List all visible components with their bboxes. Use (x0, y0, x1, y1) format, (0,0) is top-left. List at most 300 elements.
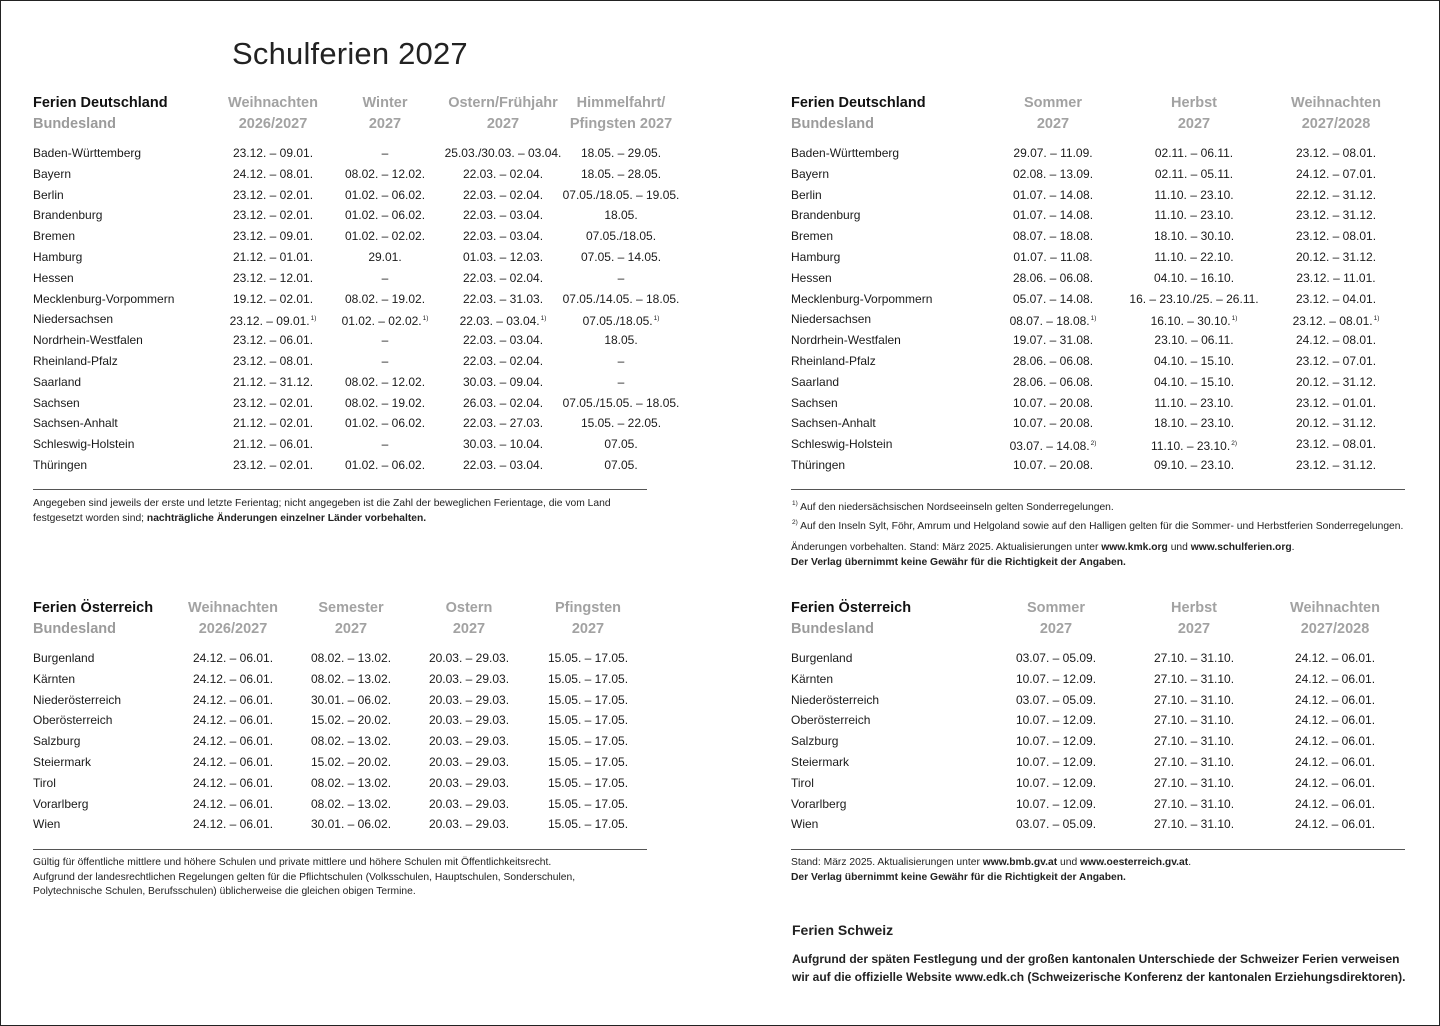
link-bmb[interactable]: www.bmb.gv.at (982, 857, 1058, 868)
page-title: Schulferien 2027 (232, 36, 468, 71)
holiday-dates: 20.03. – 29.03. (428, 651, 510, 665)
holiday-dates: 22.03. – 03.04. (462, 229, 544, 244)
header-state: Bundesland (33, 116, 116, 132)
holiday-dates: 30.01. – 06.02. (310, 817, 392, 832)
note-bold-text: nachträgliche Änderungen einzelner Länder vorbehalten. (146, 512, 427, 524)
holiday-dates: 07.05./15.05. – 18.05. (562, 395, 680, 410)
header-column: Winter 2027 (362, 95, 408, 132)
holiday-dates: 08.02. – 13.02. (310, 775, 392, 790)
state-name: Schleswig-Holstein (791, 437, 893, 452)
table-row (33, 289, 680, 310)
header-column: Weihnachten 2026/2027 (188, 600, 278, 637)
holiday-dates: 27.10. – 31.10. (1153, 775, 1235, 790)
holiday-dates: 07.05./14.05. – 18.05. (562, 291, 680, 306)
holiday-dates: 15.05. – 17.05. (547, 817, 629, 832)
table-row (33, 143, 662, 164)
table-row (791, 164, 1405, 185)
holiday-dates: 23.10. – 06.11. (1154, 333, 1234, 348)
holiday-dates: 24.12. – 06.01. (192, 713, 274, 728)
holiday-dates: 27.10. – 31.10. (1153, 817, 1235, 832)
holiday-dates: 18.05. – 28.05. (580, 166, 662, 181)
holiday-dates: 05.07. – 14.08. (1012, 291, 1094, 306)
state-name: Rheinland-Pfalz (791, 353, 876, 368)
holiday-dates: 09.10. – 23.10. (1153, 457, 1235, 472)
update-dot: . (1291, 542, 1295, 554)
holiday-dates: 28.06. – 06.08. (1012, 374, 1094, 389)
holiday-dates: 10.07. – 20.08. (1012, 416, 1094, 431)
table-row (791, 434, 1405, 455)
holiday-dates: 18.10. – 23.10. (1153, 416, 1235, 431)
table-row (33, 455, 647, 476)
holiday-dates: 02.08. – 13.09. (1012, 166, 1094, 181)
table-row (791, 773, 1405, 794)
holiday-dates: 24.12. – 06.01. (192, 775, 274, 790)
holiday-dates: 29.07. – 11.09. (1013, 146, 1093, 160)
header-region (33, 93, 168, 135)
holiday-dates: 23.12. – 12.01. (232, 270, 314, 285)
holiday-dates: 08.02. – 13.02. (310, 796, 392, 811)
holiday-dates: 07.05. (604, 457, 638, 472)
holiday-dates: 24.12. – 06.01. (1294, 796, 1376, 811)
holiday-dates: 11.10. – 23.10.$^{2)}$ (1151, 439, 1237, 454)
holiday-dates: 02.11. – 06.11. (1154, 146, 1234, 160)
holiday-dates: 24.12. – 06.01. (1294, 734, 1376, 749)
update-note (791, 856, 1405, 871)
holiday-dates: 20.03. – 29.03. (428, 817, 510, 832)
state-name: Vorarlberg (33, 796, 89, 811)
holiday-dates: 08.07. – 18.08.$^{1)}$ (1009, 314, 1097, 329)
holiday-dates: 03.07. – 05.09. (1015, 692, 1097, 707)
table-header (33, 93, 673, 143)
footnote-1: $^{1)}$ Auf den niedersächsischen Nordseeinseln gelten Sonderregelungen. (792, 500, 1114, 513)
state-name: Steiermark (791, 754, 850, 769)
state-name: Nordrhein-Westfalen (791, 333, 901, 348)
holiday-dates: 23.12. – 11.01. (1296, 270, 1376, 285)
state-name: Mecklenburg-Vorpommern (33, 291, 175, 306)
holiday-dates: 24.12. – 06.01. (1294, 775, 1376, 790)
holiday-dates: 01.02. – 02.02. (344, 229, 426, 244)
state-name: Niederösterreich (33, 692, 122, 707)
table-row (791, 247, 1405, 268)
holiday-dates: 18.10. – 30.10. (1153, 229, 1235, 244)
holiday-dates: 24.12. – 06.01. (1294, 817, 1376, 832)
state-name: Sachsen (33, 395, 80, 410)
holiday-dates: 15.05. – 17.05. (547, 796, 629, 811)
holiday-dates: 23.12. – 09.01.$^{1)}$ (229, 314, 317, 329)
holiday-dates: 27.10. – 31.10. (1153, 713, 1235, 728)
holiday-dates: 23.12. – 08.01. (1295, 229, 1377, 244)
holiday-dates: 23.12. – 02.01. (232, 208, 314, 223)
holiday-dates: 27.10. – 31.10. (1153, 692, 1235, 707)
update-and: und (1167, 542, 1191, 554)
header-column: Semester 2027 (318, 600, 384, 637)
state-name: Berlin (33, 187, 64, 202)
table-row (33, 814, 647, 835)
holiday-dates: 21.12. – 06.01. (232, 437, 314, 452)
holiday-dates: 20.03. – 29.03. (428, 692, 510, 707)
state-name: Rheinland-Pfalz (33, 353, 118, 368)
state-name: Tirol (791, 775, 814, 790)
state-name: Niedersachsen (33, 312, 114, 327)
state-name: Kärnten (33, 671, 76, 686)
state-name: Sachsen-Anhalt (791, 416, 876, 431)
state-name: Niedersachsen (791, 312, 872, 327)
table-row (33, 330, 647, 351)
header-column: Sommer 2027 (1026, 600, 1086, 637)
holiday-dates: 08.07. – 18.08. (1012, 229, 1094, 244)
holiday-dates: 07.05./18.05. – 19.05. (562, 187, 680, 202)
table-row (33, 648, 647, 669)
holiday-dates: 20.03. – 29.03. (428, 775, 510, 790)
holiday-dates: 24.12. – 06.01. (192, 754, 274, 769)
state-name: Bremen (791, 229, 834, 244)
holiday-dates: 08.02. – 12.02. (344, 374, 426, 389)
table-row (791, 268, 1405, 289)
header-column: Ostern/Frühjahr 2027 (448, 95, 558, 132)
holiday-dates: 23.12. – 31.12. (1295, 457, 1377, 472)
link-kmk[interactable]: www.kmk.org (1101, 542, 1168, 554)
header-country: Ferien Österreich (33, 600, 154, 616)
holiday-dates: 27.10. – 31.10. (1153, 796, 1235, 811)
state-name: Wien (791, 817, 819, 832)
holiday-dates: 23.12. – 06.01. (232, 333, 314, 348)
holiday-dates: 01.02. – 06.02. (344, 187, 426, 202)
holiday-dates: 24.12. – 06.01. (192, 796, 274, 811)
update-and: und (1057, 857, 1081, 868)
table-row (33, 226, 657, 247)
update-text: Änderungen vorbehalten. Stand: März 2025. Aktualisierungen unter (791, 542, 1102, 554)
note-text: Angegeben sind jeweils der erste und letzte Ferientag; nicht angegeben ist die Zahl der beweglichen Ferientage, die vom Land festgesetzt worden sind; (33, 498, 611, 524)
holiday-dates: 26.03. – 02.04. (462, 395, 544, 410)
state-name: Kärnten (791, 671, 834, 686)
table-body (33, 648, 647, 835)
holiday-dates: 21.12. – 01.01. (232, 249, 314, 264)
state-name: Saarland (33, 374, 82, 389)
table-row (33, 752, 647, 773)
table-row (791, 309, 1405, 330)
holiday-dates: 11.10. – 22.10. (1154, 249, 1234, 264)
holiday-dates: 10.07. – 20.08. (1012, 395, 1094, 410)
holiday-dates: – (617, 374, 625, 389)
table-row (33, 690, 647, 711)
holiday-dates: 29.01. (368, 249, 402, 264)
footnotes-germany (791, 497, 1405, 570)
header-region (791, 598, 911, 640)
table-row (791, 330, 1405, 351)
holiday-dates: 20.03. – 29.03. (428, 713, 510, 728)
holiday-dates: 08.02. – 12.02. (344, 166, 426, 181)
header-column: Ostern 2027 (445, 600, 493, 637)
holiday-dates: 27.10. – 31.10. (1153, 754, 1235, 769)
holiday-dates: 21.12. – 31.12. (232, 374, 314, 389)
table-austria-winter-spring (33, 598, 647, 835)
holiday-dates: – (381, 437, 389, 452)
note-2: Aufgrund der landesrechtlichen Regelungen gelten für die Pflichtschulen (Volksschulen, Hauptschulen, Sonderschulen, Polytechnische Schulen, Berufsschulen) üblicherweise die gleichen obigen Termine. (33, 871, 576, 898)
update-note (791, 541, 1405, 556)
table-body (791, 648, 1405, 835)
state-name: Mecklenburg-Vorpommern (791, 291, 933, 306)
header-state: Bundesland (791, 116, 874, 132)
holiday-dates: 22.03. – 03.04.$^{1)}$ (459, 314, 547, 329)
holiday-dates: 16.10. – 30.10.$^{1)}$ (1150, 314, 1238, 329)
switzerland-title: Ferien Schweiz (792, 922, 894, 938)
holiday-dates: 23.12. – 09.01. (232, 229, 314, 244)
divider (33, 849, 647, 850)
table-row (791, 710, 1405, 731)
holiday-dates: 27.10. – 31.10. (1153, 734, 1235, 749)
holiday-dates: 07.05./18.05.$^{1)}$ (582, 314, 660, 329)
table-row (33, 413, 662, 434)
holiday-dates: 04.10. – 16.10. (1153, 270, 1235, 285)
disclaimer: Der Verlag übernimmt keine Gewähr für die Richtigkeit der Angaben. (791, 556, 1126, 568)
state-name: Hamburg (791, 249, 841, 264)
state-name: Bremen (33, 229, 76, 244)
holiday-dates: 24.12. – 06.01. (1294, 754, 1376, 769)
state-name: Schleswig-Holstein (33, 437, 135, 452)
holiday-dates: 20.03. – 29.03. (428, 734, 510, 749)
holiday-dates: 04.10. – 15.10. (1153, 374, 1235, 389)
table-row (791, 794, 1405, 815)
holiday-dates: 23.12. – 08.01. (1295, 146, 1377, 160)
state-name: Brandenburg (791, 208, 861, 223)
state-name: Steiermark (33, 754, 92, 769)
table-row (791, 205, 1405, 226)
table-row (791, 455, 1405, 476)
state-name: Nordrhein-Westfalen (33, 333, 143, 348)
table-row (791, 669, 1405, 690)
table-header (791, 598, 1405, 648)
holiday-dates: – (381, 333, 389, 348)
holiday-dates: – (617, 353, 625, 368)
holiday-dates: 24.12. – 08.01. (1295, 333, 1377, 348)
holiday-dates: 18.05. – 29.05. (580, 146, 662, 160)
holiday-dates: 20.12. – 31.12. (1295, 374, 1377, 389)
table-row (791, 731, 1405, 752)
table-germany-summer-autumn (791, 93, 1405, 476)
holiday-dates: 07.05. (604, 437, 638, 452)
state-name: Wien (33, 817, 61, 832)
table-row (33, 309, 660, 330)
table-row (33, 773, 647, 794)
holiday-dates: 01.02. – 06.02. (344, 416, 426, 431)
holiday-dates: 23.12. – 01.01. (1295, 395, 1377, 410)
holiday-dates: 22.03. – 02.04. (462, 187, 544, 202)
header-region (33, 598, 153, 640)
state-name: Burgenland (33, 651, 95, 665)
holiday-dates: 04.10. – 15.10. (1153, 353, 1235, 368)
state-name: Oberösterreich (791, 713, 871, 728)
holiday-dates: 15.05. – 17.05. (547, 713, 629, 728)
holiday-dates: 02.11. – 05.11. (1154, 166, 1234, 181)
table-row (791, 289, 1405, 310)
holiday-dates: 20.03. – 29.03. (428, 796, 510, 811)
state-name: Sachsen-Anhalt (33, 416, 118, 431)
holiday-dates: 11.10. – 23.10. (1154, 395, 1234, 410)
state-name: Hessen (791, 270, 832, 285)
holiday-dates: 01.03. – 12.03. (462, 249, 544, 264)
holiday-dates: 15.05. – 17.05. (547, 775, 629, 790)
link-schulferien[interactable]: www.schulferien.org (1190, 542, 1292, 554)
state-name: Bayern (791, 166, 830, 181)
state-name: Brandenburg (33, 208, 103, 223)
holiday-dates: 20.03. – 29.03. (428, 671, 510, 686)
holiday-dates: 22.03. – 02.04. (462, 166, 544, 181)
state-name: Oberösterreich (33, 713, 113, 728)
holiday-dates: 23.12. – 08.01.$^{1)}$ (1292, 314, 1380, 329)
state-name: Berlin (791, 187, 822, 202)
divider (33, 489, 647, 490)
holiday-dates: 22.03. – 02.04. (462, 270, 544, 285)
table-row (33, 669, 647, 690)
table-row (33, 731, 647, 752)
header-column: Herbst 2027 (1171, 600, 1217, 637)
holiday-dates: 24.12. – 07.01. (1295, 166, 1377, 181)
holiday-dates: 24.12. – 06.01. (192, 692, 274, 707)
table-row (791, 690, 1405, 711)
holiday-dates: 27.10. – 31.10. (1153, 671, 1235, 686)
table-header (791, 93, 1405, 143)
state-name: Salzburg (791, 734, 839, 749)
holiday-dates: 24.12. – 06.01. (192, 817, 274, 832)
holiday-dates: – (617, 270, 625, 285)
divider (791, 489, 1405, 490)
table-header (33, 598, 647, 648)
holiday-dates: 22.03. – 03.04. (462, 333, 544, 348)
table-row (33, 268, 647, 289)
table-row (33, 351, 647, 372)
holiday-dates: 03.07. – 14.08.$^{2)}$ (1009, 439, 1097, 454)
holiday-dates: 15.05. – 17.05. (547, 651, 629, 665)
holiday-dates: 23.12. – 02.01. (232, 187, 314, 202)
state-name: Salzburg (33, 734, 81, 749)
holiday-dates: – (381, 270, 389, 285)
holiday-dates: 07.05. – 14.05. (580, 249, 662, 264)
holiday-dates: 08.02. – 13.02. (310, 671, 392, 686)
holiday-dates: 24.12. – 06.01. (192, 671, 274, 686)
holiday-dates: 23.12. – 31.12. (1295, 208, 1377, 223)
table-row (33, 247, 662, 268)
table-row (791, 648, 1405, 669)
holiday-dates: 01.07. – 14.08. (1012, 187, 1094, 202)
holiday-dates: 15.05. – 17.05. (547, 692, 629, 707)
holiday-dates: 23.12. – 02.01. (232, 457, 314, 472)
state-name: Saarland (791, 374, 840, 389)
holiday-dates: 08.02. – 19.02. (344, 395, 426, 410)
header-country: Ferien Deutschland (33, 95, 168, 111)
holiday-dates: 22.03. – 03.04. (462, 208, 544, 223)
note-austria-left (33, 856, 633, 900)
table-row (791, 413, 1405, 434)
table-row (791, 185, 1405, 206)
table-row (791, 143, 1405, 164)
link-oesterreich[interactable]: www.oesterreich.gv.at (1080, 857, 1189, 868)
table-germany-winter-spring (33, 93, 680, 476)
holiday-dates: 24.12. – 06.01. (192, 734, 274, 749)
holiday-dates: 23.12. – 08.01. (232, 353, 314, 368)
holiday-dates: 24.12. – 08.01. (232, 166, 314, 181)
holiday-dates: 22.03. – 31.03. (462, 291, 544, 306)
holiday-dates: 30.01. – 06.02. (310, 692, 392, 707)
header-column: Weihnachten 2026/2027 (228, 95, 318, 132)
table-body (33, 143, 680, 476)
holiday-dates: 19.12. – 02.01. (232, 291, 314, 306)
holiday-dates: 30.03. – 10.04. (462, 437, 544, 452)
holiday-dates: 10.07. – 12.09. (1015, 671, 1097, 686)
note-germany-left (33, 497, 647, 526)
holiday-dates: 10.07. – 12.09. (1015, 734, 1097, 749)
holiday-dates: 01.02. – 06.02. (344, 457, 426, 472)
header-column: Weihnachten 2027/2028 (1290, 600, 1380, 637)
holiday-dates: 15.05. – 17.05. (547, 734, 629, 749)
state-name: Sachsen (791, 395, 838, 410)
holiday-dates: 01.02. – 02.02.$^{1)}$ (341, 314, 429, 329)
holiday-dates: 23.12. – 07.01. (1295, 353, 1377, 368)
holiday-dates: 15.05. – 17.05. (547, 754, 629, 769)
holiday-dates: 03.07. – 05.09. (1015, 817, 1097, 832)
disclaimer: Der Verlag übernimmt keine Gewähr für die Richtigkeit der Angaben. (791, 871, 1126, 883)
state-name: Baden-Württemberg (33, 146, 142, 160)
holiday-dates: 22.03. – 27.03. (462, 416, 544, 431)
header-country: Ferien Österreich (791, 600, 912, 616)
divider (791, 849, 1405, 850)
holiday-dates: 23.12. – 04.01. (1295, 291, 1377, 306)
holiday-dates: 10.07. – 20.08. (1012, 457, 1094, 472)
holiday-dates: 11.10. – 23.10. (1154, 208, 1234, 223)
holiday-dates: 24.12. – 06.01. (1294, 713, 1376, 728)
header-column: Weihnachten 2027/2028 (1291, 95, 1381, 132)
holiday-dates: 24.12. – 06.01. (192, 651, 274, 665)
table-row (791, 226, 1405, 247)
state-name: Burgenland (791, 651, 853, 665)
holiday-dates: 08.02. – 19.02. (344, 291, 426, 306)
update-text: Stand: März 2025. Aktualisierungen unter (791, 857, 983, 868)
table-row (791, 752, 1405, 773)
holiday-dates: 03.07. – 05.09. (1015, 651, 1097, 665)
holiday-dates: 25.03./30.03. – 03.04. (444, 146, 562, 160)
holiday-dates: 10.07. – 12.09. (1015, 796, 1097, 811)
note-austria-right (791, 856, 1405, 885)
header-region (791, 93, 926, 135)
holiday-dates: 18.05. (604, 333, 638, 348)
holiday-dates: 01.02. – 06.02. (344, 208, 426, 223)
holiday-dates: 24.12. – 06.01. (1294, 651, 1376, 665)
holiday-dates: 11.10. – 23.10. (1154, 187, 1234, 202)
table-austria-summer-autumn (791, 598, 1405, 835)
table-row (33, 164, 662, 185)
table-row (33, 393, 680, 414)
holiday-dates: 20.12. – 31.12. (1295, 416, 1377, 431)
holiday-dates: 27.10. – 31.10. (1153, 651, 1235, 665)
header-country: Ferien Deutschland (791, 95, 926, 111)
holiday-dates: 28.06. – 06.08. (1012, 270, 1094, 285)
state-name: Hessen (33, 270, 74, 285)
holiday-dates: 08.02. – 13.02. (310, 734, 392, 749)
holiday-dates: – (381, 353, 389, 368)
table-row (791, 393, 1405, 414)
holiday-dates: 30.03. – 09.04. (462, 374, 544, 389)
header-column: Sommer 2027 (1023, 95, 1083, 132)
holiday-dates: 15.05. – 22.05. (580, 416, 662, 431)
table-row (33, 185, 680, 206)
holiday-dates: 24.12. – 06.01. (1294, 692, 1376, 707)
header-column: Himmelfahrt/ Pfingsten 2027 (569, 95, 673, 132)
holiday-dates: 22.03. – 02.04. (462, 353, 544, 368)
holiday-dates: 10.07. – 12.09. (1015, 775, 1097, 790)
table-row (791, 351, 1405, 372)
holiday-dates: 23.12. – 08.01. (1295, 437, 1377, 452)
table-row (33, 434, 647, 455)
holiday-dates: 22.03. – 03.04. (462, 457, 544, 472)
